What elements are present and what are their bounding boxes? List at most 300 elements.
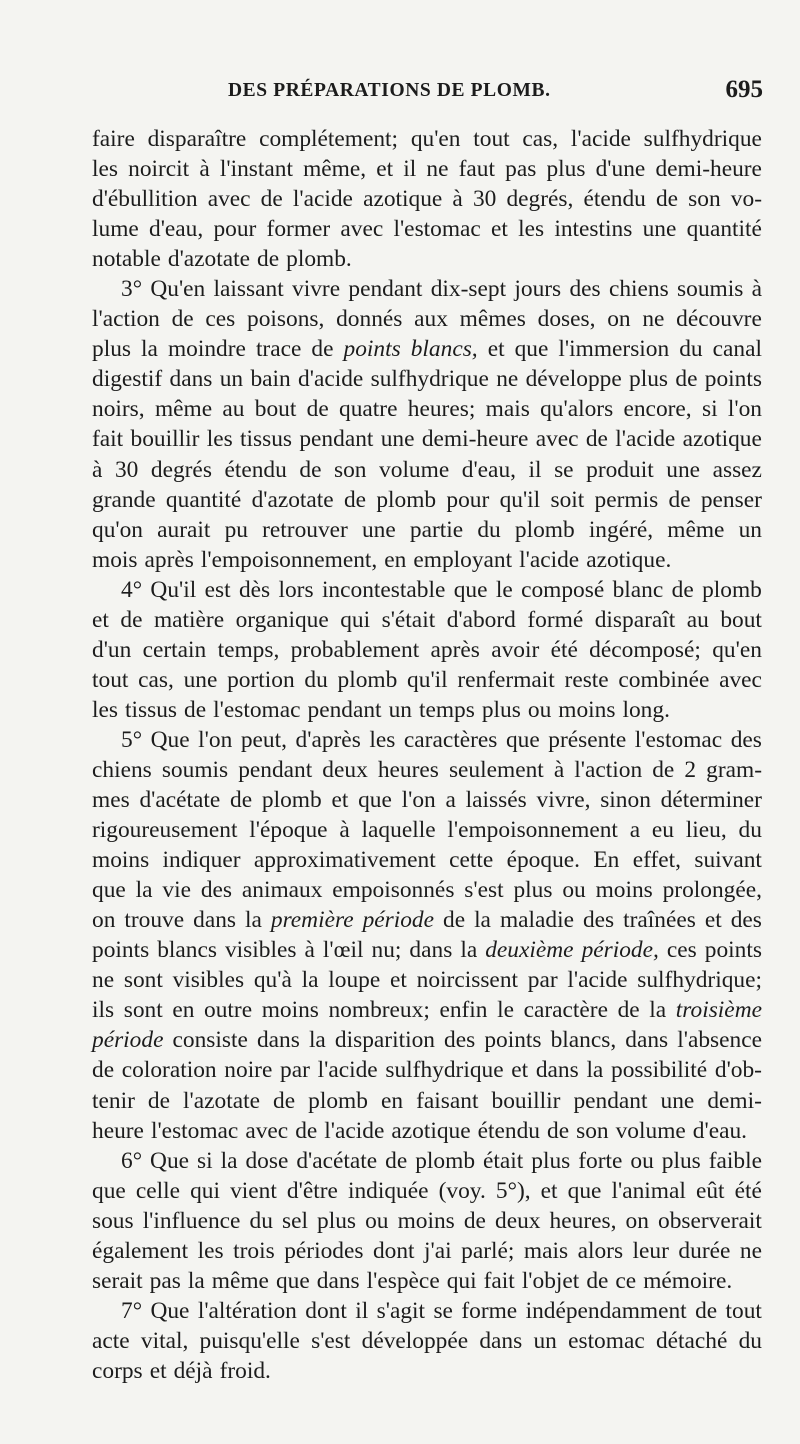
word: l'empoisonnement [447,817,618,844]
word: l'immersion [558,336,670,363]
body-text [92,124,762,1386]
word: déjà [173,1357,213,1384]
word: fait [92,426,124,453]
word: blanc [612,576,664,603]
word: enfin [439,997,488,1024]
word: loupe [328,967,381,994]
word: tout [473,126,510,152]
word: faut [458,156,495,183]
word: l'animal [611,1177,686,1204]
word: l'estomac [150,1117,239,1144]
word: corps [92,1357,143,1384]
word: observerait [658,1207,762,1234]
paragraph [92,1146,762,1296]
word: de [547,1117,570,1144]
paragraph [92,725,762,1146]
word: deux [495,1207,541,1234]
word: a [445,787,456,814]
word: encore, [623,396,692,423]
word: peut, [240,726,287,753]
word: composé [521,576,605,603]
text-line [92,815,762,845]
word: soumis [677,276,744,303]
word: quatre [339,396,398,423]
text-line [92,394,762,424]
word: vo- [730,186,762,213]
page-header [228,70,763,110]
word: chiens [608,276,669,303]
word: sulfhydrique [370,366,489,393]
word: ingéré, [588,516,654,543]
word: certain [142,636,207,663]
word: l'acide [324,1117,385,1144]
word: un [219,366,244,393]
word: demi-heure [421,426,529,453]
word: étendu [583,186,646,213]
word: blancs, [550,1027,617,1054]
word: temps [418,696,475,723]
word: cette [449,847,494,874]
word: employant [413,546,513,573]
word: été [550,636,578,663]
word: soumis [161,756,229,783]
text-line [92,214,762,244]
word: celle [135,1177,181,1204]
word: en [172,997,195,1024]
word: que [514,336,549,363]
word: noire [224,1057,273,1084]
word: même [211,1267,269,1294]
word: 7° [121,1297,143,1324]
text-line [92,1086,762,1116]
word: azotique [682,426,762,453]
word: période, [581,937,659,964]
word: d'ob- [714,1057,762,1084]
word: que [358,787,392,814]
word: une [361,516,396,543]
word: les [197,1237,224,1264]
word: 5°), [495,1177,531,1204]
word: portion [227,666,295,693]
word: que [453,576,488,603]
word: quantité [165,486,242,513]
page-number: 695 [725,76,763,103]
word: qu'on [92,516,143,543]
word: avec [245,1117,289,1144]
word: première [270,907,354,934]
word: l'on [727,396,762,423]
word: moins [558,696,616,723]
word: qu'il [407,666,448,693]
word: d'une [595,156,646,183]
word: dont [372,1237,415,1264]
word: que [275,1267,310,1294]
word: de [671,576,694,603]
word: des [582,907,615,934]
word: durée [678,1237,731,1264]
word: d'acide [298,366,364,393]
word: de [184,696,207,723]
word: plomb [702,576,762,603]
word: on [92,907,116,934]
word: bout [720,606,762,633]
paragraph [92,575,762,725]
text-line [92,455,762,485]
word: des [569,276,601,303]
text-line [92,575,762,605]
word: de [306,396,329,423]
word: mois [92,546,138,573]
word: 5° [121,726,143,753]
word: du [249,1207,273,1234]
text-line [92,545,762,575]
word: de [655,186,679,213]
word: incontestable [321,576,446,603]
word: après [144,546,194,573]
word: azotique. [586,546,672,573]
word: qu'en [410,126,461,152]
word: dans [535,1057,579,1084]
word: l'azotate [183,1087,260,1114]
word: de [695,1297,718,1324]
word: mémoire. [643,1267,733,1294]
word: plomb [415,1147,476,1174]
word: l'empoisonnement, [200,546,378,573]
word: la [308,1027,326,1054]
word: lume [92,216,139,243]
word: heures; [407,396,476,423]
word: maladie [499,907,574,934]
word: décomposé; [589,636,701,663]
word: au [222,396,245,423]
word: dont [305,1297,347,1324]
text-line [92,785,762,815]
word: points [92,937,150,964]
word: période [362,907,435,934]
word: de [385,1147,408,1174]
word: de [230,787,253,814]
word: se [433,1297,453,1324]
word: noircit [128,156,190,183]
word: l'acide [317,1057,378,1084]
word: dose [245,1147,289,1174]
word: ces [205,306,236,333]
word: ces [666,937,697,964]
word: de [92,1057,115,1084]
word: que [567,1177,602,1204]
word: acte [92,1327,130,1354]
word: ce [615,1267,637,1294]
word: heures, [549,1207,617,1234]
word: estomac [568,1327,645,1354]
word: dans [193,907,237,934]
word: d'ébullition [92,186,198,213]
word: d'être [286,1177,338,1204]
word: à [553,756,565,783]
word: une [380,426,415,453]
text-line [92,124,762,154]
word: à [304,937,315,964]
word: ne [496,366,519,393]
word: dans [409,937,453,964]
word: cas, [138,666,174,693]
word: produit [586,456,654,483]
text-line [92,485,762,515]
word: à [339,817,350,844]
word: même [154,396,213,423]
paragraph [92,124,762,274]
word: et [331,787,349,814]
word: qu'à [253,967,292,994]
word: laquelle [361,817,436,844]
word: bouillir [491,1087,561,1114]
word: rigoureusement [92,817,238,844]
word: bouillir [130,426,200,453]
text-line [92,1266,762,1296]
word: tout [725,1297,762,1324]
text-line [92,274,762,304]
word: suivant [694,847,762,874]
word: époque. [506,847,581,874]
word: également [92,1237,189,1264]
word: canal [712,336,762,363]
text-line [92,334,762,364]
word: et [376,156,394,183]
word: des [730,907,762,934]
word: 6° [121,1147,143,1174]
word: que [92,1177,126,1204]
word: aux [414,306,448,333]
word: pendant [573,1087,648,1114]
word: un [533,1327,557,1354]
word: la [586,1057,604,1084]
word: laissés [465,787,527,814]
word: plus [513,877,553,904]
word: plomb [337,666,398,693]
word: vivre [292,276,341,303]
text-line [92,1055,762,1085]
word: le [495,576,513,603]
word: eût [695,1177,725,1204]
word: se [554,456,574,483]
word: l'absence [677,1027,762,1054]
word: l'objet [521,1267,580,1294]
word: de [463,1207,486,1234]
word: mais [523,1237,569,1264]
word: Que [150,1297,190,1324]
word: grande [92,486,156,513]
word: du [738,817,762,844]
word: probablement [290,636,420,663]
word: azotique [391,1117,471,1144]
word: demi- [707,1087,762,1114]
word: un [738,516,762,543]
text-line [92,905,762,935]
word: et [704,907,722,934]
text-line [92,364,762,394]
word: la [245,907,262,934]
word: 4° [121,576,143,603]
word: d'acétate [296,1147,378,1174]
word: de [257,246,280,273]
word: consiste [172,1027,248,1054]
word: renfermait [457,666,555,693]
word: l'altération [197,1297,297,1324]
word: caractère [523,997,608,1024]
word: aurait [157,516,211,543]
word: sous [92,1207,134,1234]
word: plus [661,1147,701,1174]
word: l'estomac [634,726,723,753]
word: puisqu'elle [199,1327,300,1354]
word: deux [322,756,368,783]
word: traînées [623,907,696,934]
word: d'abord [446,606,516,633]
word: du [477,516,501,543]
word: les [518,216,545,243]
word: troisième [675,997,762,1024]
word: sulfhydrique; [637,967,762,994]
word: une [183,666,218,693]
word: lieu, [685,817,727,844]
word: d'eau, [461,456,516,483]
word: ou [527,696,552,723]
word: une [660,1087,695,1114]
word: dans [625,1027,669,1054]
word: disparaît [594,606,676,633]
word: lors [278,576,314,603]
word: la [135,877,153,904]
text-line [92,154,762,184]
word: et [149,1357,167,1384]
word: la [649,997,667,1024]
text-line [92,1356,762,1386]
word: dans [256,1027,300,1054]
word: j'ai [424,1237,452,1264]
word: si [197,1147,213,1174]
word: laissant [213,276,284,303]
text-line [92,635,762,665]
word: heure [92,1117,144,1144]
word: bout [254,396,297,423]
word: outre [204,997,253,1024]
word: des [730,726,762,753]
word: d'eau. [692,1117,748,1144]
word: moins [261,997,319,1024]
word: chiens [92,756,152,783]
word: trouve [124,907,185,934]
word: l'action [92,306,160,333]
word: vient [230,1177,277,1204]
word: son [576,1117,609,1144]
word: long. [622,696,670,723]
word: d'acétate [139,787,221,814]
word: une [642,216,677,243]
word: on [607,306,631,333]
word: que [505,726,540,753]
word: avoir [491,636,540,663]
word: l'estomac [213,696,301,723]
word: l'œil [322,937,364,964]
word: Qu'il [150,576,197,603]
word: des [444,1027,476,1054]
word: à [452,186,463,213]
word: d'azotate [167,246,251,273]
word: de [295,1117,318,1144]
word: que [92,877,126,904]
word: les [206,426,233,453]
word: de [260,186,283,213]
word: moins [595,877,653,904]
word: sont [123,967,163,994]
paragraph [92,1296,762,1386]
word: 3° [121,276,143,303]
word: de [311,336,334,363]
word: points [704,937,762,964]
word: complétement; [259,126,399,152]
word: sulfhydrique [643,126,762,152]
word: ne [642,306,665,333]
word: points [343,336,401,363]
word: pas [149,1267,181,1294]
word: froid. [219,1357,271,1384]
word: la [460,937,478,964]
word: et [491,216,508,243]
word: plomb [308,1087,368,1114]
word: l'acide [292,186,353,213]
word: possibilité [611,1057,708,1084]
word: disparaître [147,126,247,152]
word: des [200,877,233,904]
word: l'on [401,787,436,814]
word: il [528,456,542,483]
word: plomb [376,486,437,513]
word: plus [629,366,669,393]
text-line [92,244,762,274]
word: caractères [403,726,498,753]
word: cas, [522,126,559,152]
word: qui [446,1267,477,1294]
text-line [92,515,762,545]
word: vivre, [536,787,591,814]
word: 30 [472,186,497,213]
word: au [686,606,709,633]
word: seulement [448,756,544,783]
word: penser [700,486,762,513]
word: d'après [295,726,361,753]
word: avec [719,666,762,693]
word: il [403,156,417,183]
word: soit [550,486,585,513]
word: déterminer [660,787,762,814]
word: pendant [307,696,382,723]
word: degrés, [506,186,574,213]
word: formé [527,606,584,633]
word: dans [479,1327,523,1354]
word: reste [564,666,609,693]
word: empoisonnés [332,877,455,904]
word: faible [708,1147,762,1174]
word: Que [150,1147,190,1174]
word: combinée [618,666,710,693]
word: pu [224,516,248,543]
word: développée [361,1327,469,1354]
word: et [390,967,407,994]
word: mêmes [459,306,526,333]
word: degrés [150,456,212,483]
word: qu'alors [540,396,614,423]
word: périodes [284,1237,364,1264]
